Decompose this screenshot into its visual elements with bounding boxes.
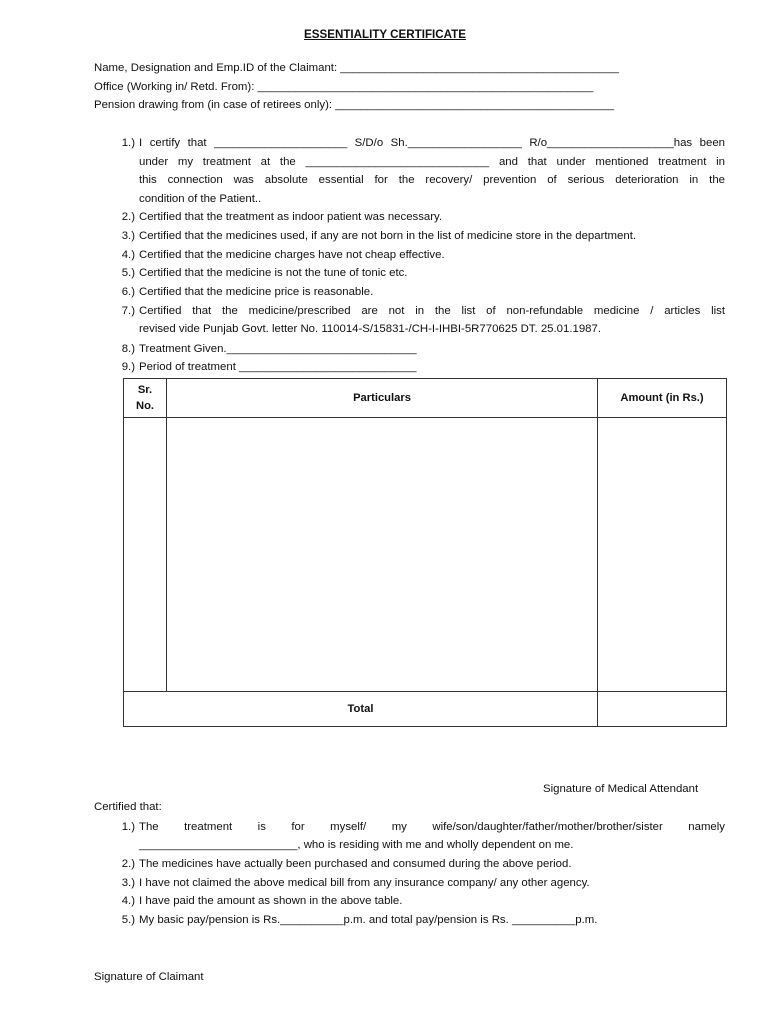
item-number: 4.)	[121, 249, 135, 261]
sr-no-header	[124, 379, 167, 418]
signature-medical-attendant: Signature of Medical Attendant	[543, 783, 699, 795]
item-number: 2.)	[121, 211, 135, 223]
table-header-row	[124, 379, 727, 418]
particulars-cell[interactable]	[167, 418, 598, 692]
document-title: ESSENTIALITY CERTIFICATE	[304, 28, 466, 41]
item-text: The medicines have actually been purchased and consumed during the above period.	[139, 858, 572, 870]
item-number: 3.)	[121, 230, 135, 242]
item-text: I have not claimed the above medical bill from any insurance company/ any other agency.	[139, 877, 590, 889]
item-text: Certified that the medicine price is reasonable.	[139, 286, 374, 298]
total-label: Total	[124, 692, 598, 727]
item-number: 5.)	[121, 914, 135, 926]
total-row	[124, 692, 727, 727]
item-text: Certified that the medicines used, if any are not born in the list of medicine store in the department.	[139, 230, 637, 242]
item-number: 4.)	[121, 895, 135, 907]
total-amount-cell[interactable]	[598, 692, 727, 727]
signature-claimant: Signature of Claimant	[94, 971, 204, 983]
office-field[interactable]: Office (Working in/ Retd. From): _____________________________________________________	[94, 81, 594, 93]
item-text: Certified that the medicine is not the tune of tonic etc.	[139, 267, 408, 279]
dependent-name-field[interactable]: _________________________, who is residing with me and wholly dependent on me.	[139, 839, 574, 851]
period-of-treatment-field[interactable]: Period of treatment ____________________________	[139, 361, 417, 373]
item-number: 3.)	[121, 877, 135, 889]
item-text: under my treatment at the _____________________________ and that under mentioned treatment in	[139, 156, 725, 168]
particulars-header: Particulars	[167, 379, 598, 418]
sr-no-header-line1: Sr.	[137, 384, 153, 396]
amount-header: Amount (in Rs.)	[598, 379, 727, 418]
claimant-name-field[interactable]: Name, Designation and Emp.ID of the Claimant: ____________________________________________	[94, 62, 620, 74]
pay-pension-field[interactable]: My basic pay/pension is Rs.__________p.m. and total pay/pension is Rs. __________p.m.	[139, 914, 598, 926]
item-text: I certify that _____________________ S/D/o Sh.__________________ R/o____________________has been	[139, 137, 725, 149]
item-number: 5.)	[121, 267, 135, 279]
item-number: 1.)	[121, 137, 135, 149]
amount-cell[interactable]	[598, 418, 727, 692]
item-number: 9.)	[121, 361, 135, 373]
item-number: 7.)	[121, 305, 135, 317]
item-number: 2.)	[121, 858, 135, 870]
item-number: 8.)	[121, 343, 135, 355]
item-text: The treatment is for myself/ my wife/son/daughter/father/mother/brother/sister namely	[139, 821, 725, 833]
item-text: condition of the Patient..	[139, 193, 262, 205]
item-text: Certified that the medicine charges have not cheap effective.	[139, 249, 445, 261]
sr-no-header-line2: No.	[135, 400, 155, 412]
expense-table	[123, 378, 727, 727]
pension-field[interactable]: Pension drawing from (in case of retirees only): ____________________________________________	[94, 99, 614, 111]
item-number: 6.)	[121, 286, 135, 298]
item-text: Certified that the treatment as indoor patient was necessary.	[139, 211, 443, 223]
item-number: 1.)	[121, 821, 135, 833]
item-text: revised vide Punjab Govt. letter No. 110014-S/15831-/CH-I-IHBI-5R770625 DT. 25.01.1987.	[139, 323, 601, 335]
certified-heading: Certified that:	[94, 801, 162, 813]
table-row	[124, 418, 727, 692]
item-text: this connection was absolute essential for the recovery/ prevention of serious deterioration in the	[139, 174, 725, 186]
sr-no-cell[interactable]	[124, 418, 167, 692]
item-text: I have paid the amount as shown in the above table.	[139, 895, 403, 907]
item-text: Certified that the medicine/prescribed are not in the list of non-refundable medicine / articles list	[139, 305, 725, 317]
treatment-given-field[interactable]: Treatment Given.______________________________	[139, 343, 417, 355]
